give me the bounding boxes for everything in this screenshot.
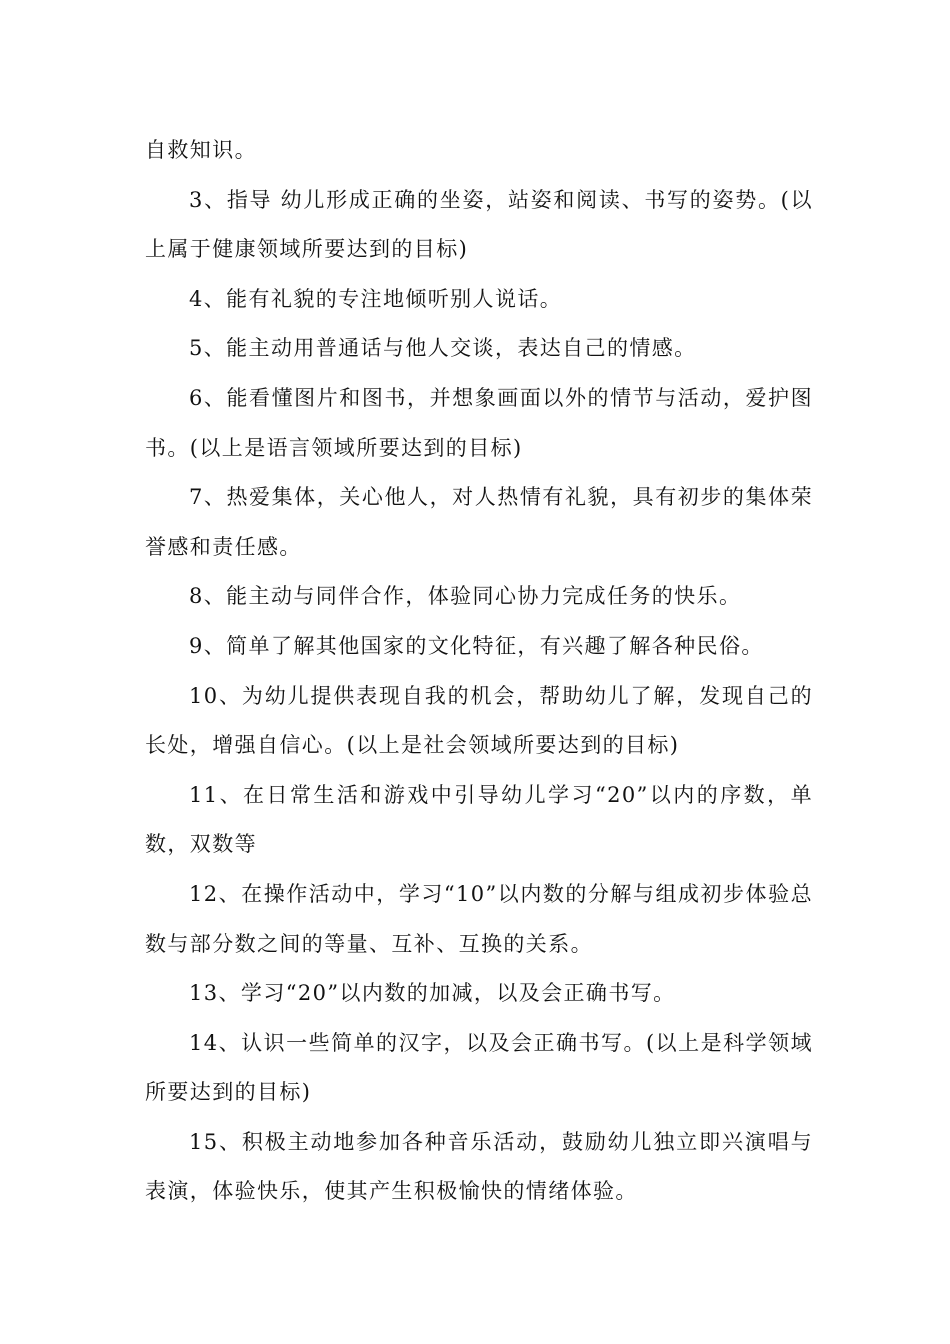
paragraph-item-3: 3、指导 幼儿形成正确的坐姿，站姿和阅读、书写的姿势。(以上属于健康领域所要达到的目标): [145, 187, 813, 262]
paragraph-item-10: 10、为幼儿提供表现自我的机会，帮助幼儿了解，发现自己的长处，增强自信心。(以上是社会领域所要达到的目标): [145, 683, 813, 758]
paragraph-item-6: 6、能看懂图片和图书，并想象画面以外的情节与活动，爱护图书。(以上是语言领域所要达到的目标): [145, 385, 813, 460]
paragraph-item-12: 12、在操作活动中，学习“10”以内数的分解与组成初步体验总数与部分数之间的等量、互补、互换的关系。: [145, 881, 813, 956]
paragraph-item-11: 11、在日常生活和游戏中引导幼儿学习“20”以内的序数，单数，双数等: [145, 782, 813, 857]
document-body: [145, 126, 813, 1217]
paragraph-item-13: 13、学习“20”以内数的加减，以及会正确书写。: [189, 981, 676, 1006]
paragraph-item-8: 8、能主动与同伴合作，体验同心协力完成任务的快乐。: [189, 584, 742, 609]
paragraph-item-15: 15、积极主动地参加各种音乐活动，鼓励幼儿独立即兴演唱与表演，体验快乐，使其产生积极愉快的情绪体验。: [145, 1129, 813, 1204]
paragraph-continuation: 自救知识。: [145, 138, 257, 162]
paragraph-item-5: 5、能主动用普通话与他人交谈，表达自己的情感。: [189, 336, 697, 361]
paragraph-item-4: 4、能有礼貌的专注地倾听别人说话。: [189, 286, 563, 311]
paragraph-item-7: 7、热爱集体，关心他人，对人热情有礼貌，具有初步的集体荣誉感和责任感。: [145, 485, 813, 559]
paragraph-item-9: 9、简单了解其他国家的文化特征，有兴趣了解各种民俗。: [189, 633, 764, 658]
paragraph-item-14: 14、认识一些简单的汉字，以及会正确书写。(以上是科学领域所要达到的目标): [145, 1030, 813, 1105]
